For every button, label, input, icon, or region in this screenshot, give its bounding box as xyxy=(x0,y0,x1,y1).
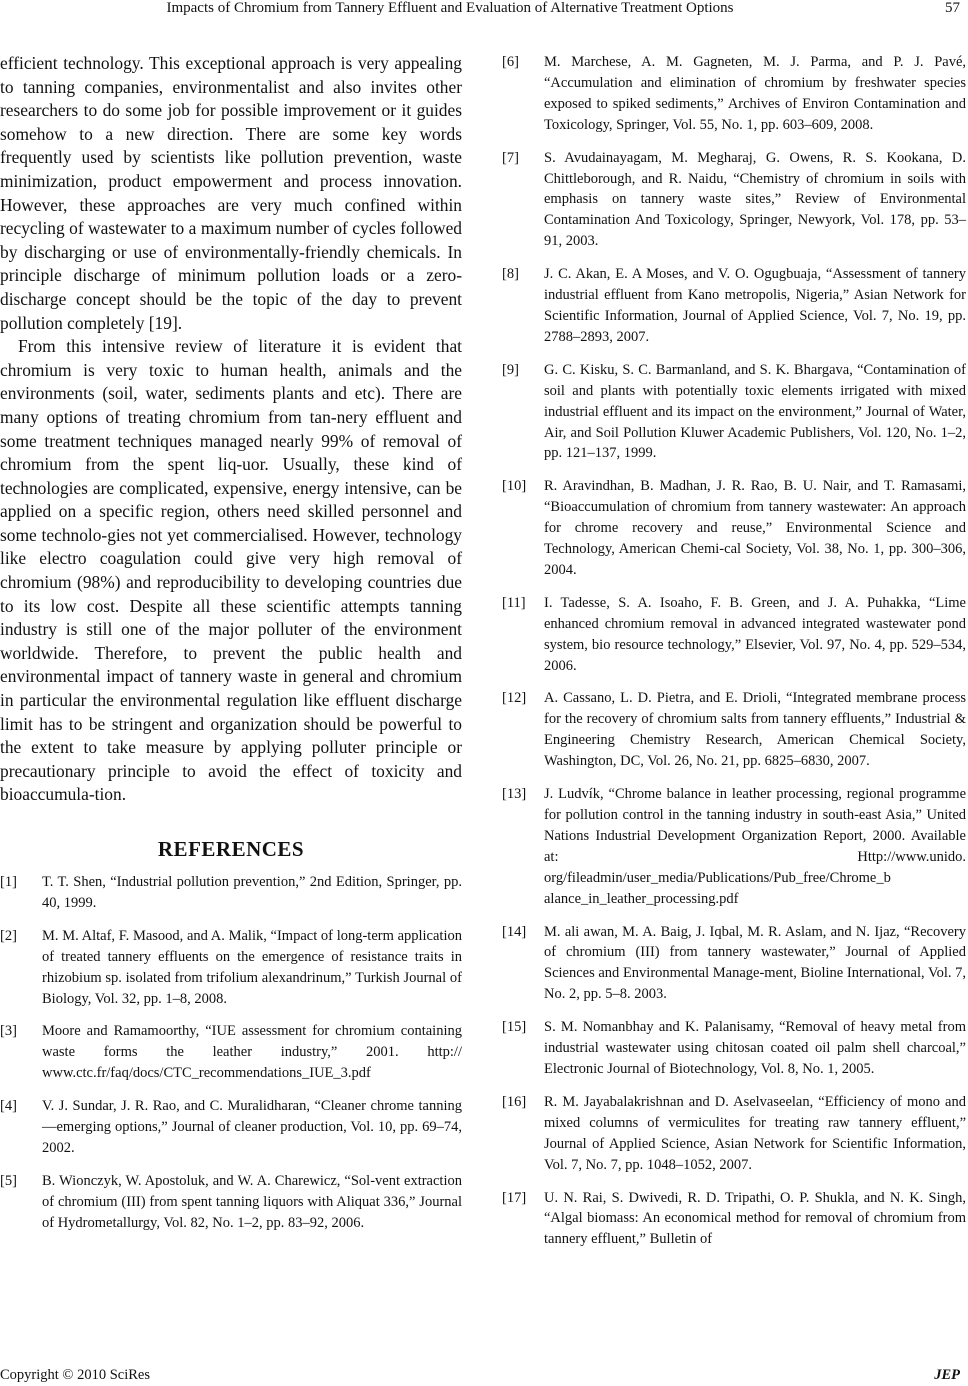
running-header xyxy=(0,0,968,20)
reference-text: J. C. Akan, E. A Moses, and V. O. Ogugbuaja, “Assessment of tannery industrial effluent from Kano metropolis, Nigeria,” Asian Network for Scientific Information, Journal of Applied Science, Vol. 7, No. 19, pp. 2788–2893, 2007. xyxy=(544,266,966,345)
reference-text: T. T. Shen, “Industrial pollution prevention,” 2nd Edition, Springer, pp. 40, 1999. xyxy=(42,874,462,911)
reference-item xyxy=(502,593,966,677)
reference-text: S. Avudainayagam, M. Megharaj, G. Owens, R. S. Kookana, D. Chittleborough, and R. Naidu, “Chemistry of chromium in soils with emphasis on tannery waste sites,” Review of Environmental Contamination And Toxicology, Springer, Newyork, Vol. 178, pp. 53–91, 2003. xyxy=(544,149,966,250)
reference-number: [2] xyxy=(0,927,17,944)
reference-text: G. C. Kisku, S. C. Barmanland, and S. K. Bhargava, “Contamination of soil and plants with potentially toxic elements irrigated with mixed industrial effluent and its impact on the environment,” Journal of Water, Air, and Soil Pollution Kluwer Academic Publishers, Vol. 120, No. 1–2, pp. 121–137, 1999. xyxy=(544,361,966,462)
reference-number: [10] xyxy=(502,478,527,495)
reference-item xyxy=(502,1188,966,1251)
reference-item xyxy=(502,784,966,909)
body-paragraph-2: From this intensive review of literature it is evident that chromium is very toxic to human health, animals and the environments (soil, water, sediments plants and etc). There are many options of treating chromium from tan-nery effluent and some treatment techniques managed nearly 99% of removal of chromium from the spent liq-uor. Usually, these kind of technologies are complicated, expensive, energy intensive, can be applied on a specific region, others need skilled personnel and some technolo-gies not yet commercialised. However, technology like electro coagulation could give very high removal of chromium (98%) and reproducibility to developing countries due to its low cost. Despite all these scientific attempts tanning industry is still one of the major polluter of the environment worldwide. Therefore, to prevent the public health and environmental impact of tannery waste in general and chromium in particular the environmental regulation like effluent discharge limit has to be stringent and organization should be powerful to the extent to take measure by applying polluter principle or precautionary principle to avoid the effect of toxicity and bioaccumula-tion. xyxy=(0,336,462,805)
running-title: Impacts of Chromium from Tannery Effluent and Evaluation of Alternative Treatment Options xyxy=(166,0,734,16)
left-column xyxy=(0,52,462,1246)
reference-number: [9] xyxy=(502,361,519,378)
page-number: 57 xyxy=(945,0,960,16)
reference-number: [14] xyxy=(502,923,527,940)
reference-item xyxy=(0,926,462,1010)
reference-text: R. M. Jayabalakrishnan and D. Aselvaseelan, “Efficiency of mono and mixed columns of vermiculites for treating raw tannery effluent,” Journal of Applied Science, Asian Network for Scientific Information, Vol. 7, No. 7, pp. 1048–1052, 2007. xyxy=(544,1093,966,1173)
reference-text: U. N. Rai, S. Dwivedi, R. D. Tripathi, O. P. Shukla, and N. K. Singh, “Algal biomass: An economical method for removal of chromium from tannery effluent,” Bulletin of xyxy=(544,1189,966,1248)
reference-text: I. Tadesse, S. A. Isoaho, F. B. Green, and J. A. Puhakka, “Lime enhanced chromium removal in advanced integrated wastewater pond system, bio resource technology,” Elsevier, Vol. 97, No. 4, pp. 529–534, 2006. xyxy=(544,594,966,674)
reference-number: [8] xyxy=(502,266,519,283)
reference-item xyxy=(0,1096,462,1159)
reference-number: [5] xyxy=(0,1172,17,1189)
reference-text: M. ali awan, M. A. Baig, J. Iqbal, M. R. Aslam, and N. Ijaz, “Recovery of chromium (III) from tannery wastewater,” Journal of Applied Sciences and Environmental Manage-ment, Bioline International, Vol. 7, No. 2, pp. 5–8. 2003. xyxy=(544,923,966,1003)
reference-item xyxy=(502,52,966,136)
reference-number: [15] xyxy=(502,1019,527,1036)
references-heading: REFERENCES xyxy=(157,837,305,861)
reference-text: S. M. Nomanbhay and K. Palanisamy, “Removal of heavy metal from industrial wastewater using chitosan coated oil palm shell charcoal,” Electronic Journal of Biotechnology, Vol. 8, No. 1, 2005. xyxy=(544,1019,966,1077)
reference-item xyxy=(502,476,966,581)
reference-item xyxy=(502,688,966,772)
reference-text: M. Marchese, A. M. Gagneten, M. J. Parma, and P. J. Pavé, “Accumulation and elimination of chromium by freshwater species exposed to spiked sediments,” Archives of Environ Contamination and Toxicology, Springer, Vol. 55, No. 1, pp. 603–609, 2008. xyxy=(544,54,966,133)
reference-item xyxy=(502,360,966,465)
reference-number: [4] xyxy=(0,1098,17,1115)
reference-text: A. Cassano, L. D. Pietra, and E. Drioli, “Integrated membrane process for the recovery of chromium salts from tannery effluents,” Industrial & Engineering Chemistry Research, American Chemical Society, Washington, DC, Vol. 26, No. 21, pp. 6825–6830, 2007. xyxy=(544,690,966,770)
reference-text: J. Ludvík, “Chrome balance in leather processing, regional programme for pollution control in the tanning industry in south-east Asia,” United Nations Industrial Development Organization Report, 2000. Available at: Http://www.unido. org/fileadmin/user_media/Publications/Pub_free/Chrome_b alance_in_leather_processing.pdf xyxy=(544,786,966,907)
reference-number: [13] xyxy=(502,786,527,803)
reference-item xyxy=(502,1017,966,1080)
reference-item xyxy=(0,1021,462,1084)
reference-text: R. Aravindhan, B. Madhan, J. R. Rao, B. U. Nair, and T. Ramasami, “Bioaccumulation of chromium from tannery wastewater: An approach for chrome recovery and reuse,” Environmental Science and Technology, American Chemi-cal Society, Vol. 38, No. 1, pp. 300–306, 2004. xyxy=(544,478,966,578)
reference-item xyxy=(502,264,966,348)
reference-item xyxy=(502,922,966,1006)
reference-number: [17] xyxy=(502,1189,527,1206)
reference-number: [12] xyxy=(502,690,527,707)
reference-number: [16] xyxy=(502,1093,527,1110)
reference-item xyxy=(502,1092,966,1176)
reference-number: [1] xyxy=(0,874,17,890)
reference-text: M. M. Altaf, F. Masood, and A. Malik, “Impact of long-term application of treated tannery effluents on the emergence of resistance traits in rhizobium sp. isolated from trifolium alexandrinum,” Turkish Journal of Biology, Vol. 32, pp. 1–8, 2008. xyxy=(42,927,462,1007)
reference-item xyxy=(0,1171,462,1234)
reference-text: Moore and Ramamoorthy, “IUE assessment for chromium containing waste forms the leather industry,” 2001. http:// www.ctc.fr/faq/docs/CTC_recommendations_IUE_3.pdf xyxy=(42,1023,462,1082)
journal-abbreviation: JEP xyxy=(934,1367,960,1383)
reference-number: [6] xyxy=(502,54,519,70)
reference-text: V. J. Sundar, J. R. Rao, and C. Muralidharan, “Cleaner chrome tanning—emerging options,” Journal of cleaner production, Vol. 10, pp. 69–74, 2002. xyxy=(42,1098,462,1156)
reference-item xyxy=(0,872,462,914)
page-footer xyxy=(0,1367,968,1386)
right-column xyxy=(502,52,966,1262)
body-paragraph-1: efficient technology. This exceptional approach is very appealing to tanning companies, environmentalist and also invites other researchers to do some job for possible improvement or it guides somehow to a new direction. There are some key words frequently used by scientists like pollution prevention, waste minimization, product empowerment and process innovation. However, these approaches are very much confined within recycling of wastewater to a maximum number of cycles followed by discharging or use of environmentally-friendly chemicals. In principle discharge of minimum pollution loads or a zero-discharge concept should be the topic of the day to prevent pollution completely [19]. xyxy=(0,53,462,333)
reference-number: [3] xyxy=(0,1023,17,1040)
copyright-notice: Copyright © 2010 SciRes xyxy=(0,1367,150,1383)
reference-number: [7] xyxy=(502,149,519,166)
reference-text: B. Wionczyk, W. Apostoluk, and W. A. Charewicz, “Sol-vent extraction of chromium (III) from spent tanning liquors with Aliquat 336,” Journal of Hydrometallurgy, Vol. 82, No. 1–2, pp. 83–92, 2006. xyxy=(42,1172,462,1231)
reference-number: [11] xyxy=(502,594,526,611)
reference-item xyxy=(502,148,966,253)
